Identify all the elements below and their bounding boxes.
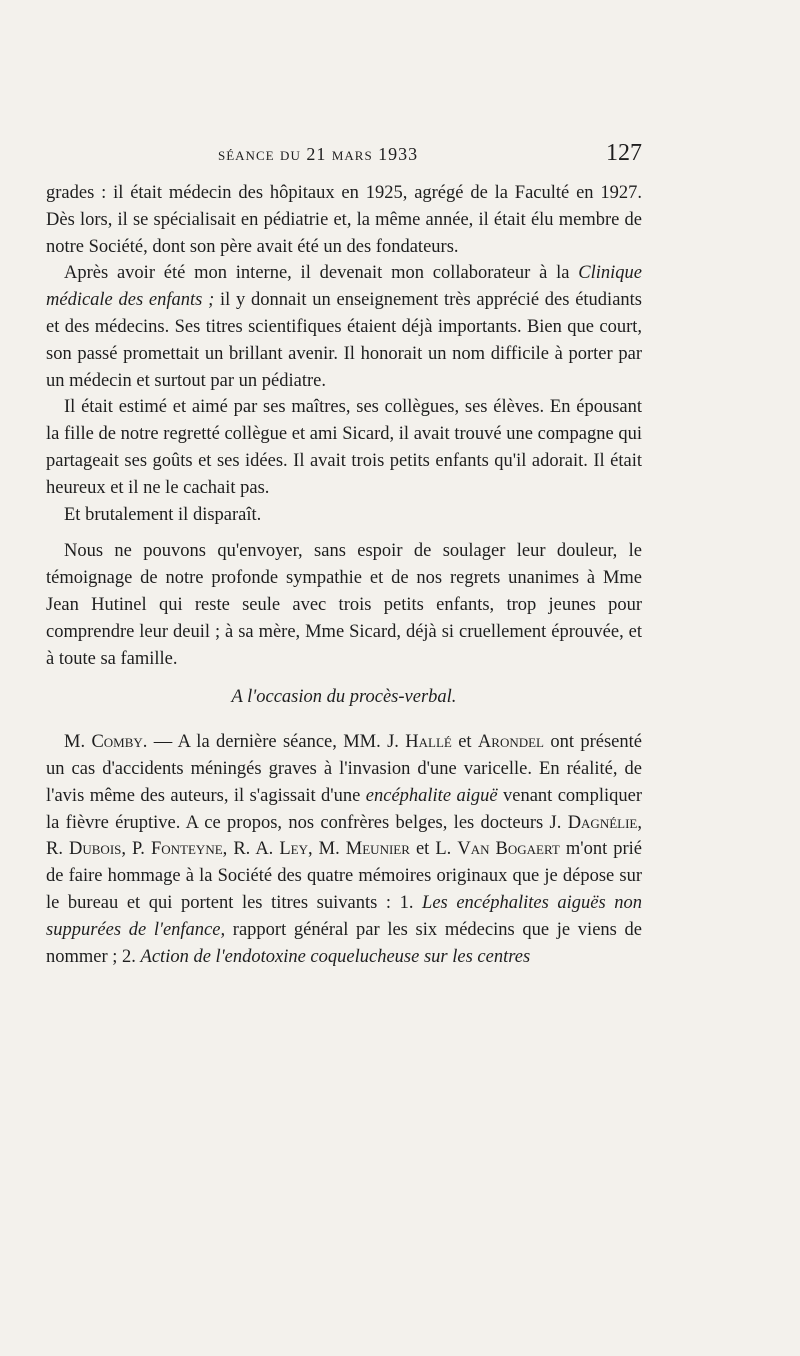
paragraph-2-text-b: il y donnait un enseignement très apprécié des étudiants et des médecins. Ses titres scientifiques étaient déjà importants. Bien que court, son passé promettait un brillant avenir. Il honorait un nom difficile à porter par un médecin et surtout par un pédiatre. — [46, 290, 642, 391]
clinique-title: Clinique médicale des enfants ; — [46, 263, 642, 311]
comby-text-4: ont présenté un cas d'accidents méningés graves à l'invasion d'une varicelle. En réalité, de l'avis même des auteurs, il s'agissait d'une — [46, 732, 642, 806]
comby-text-7: , P. — [121, 839, 151, 860]
section-heading: A l'occasion du procès-verbal. — [231, 687, 457, 708]
comby-text-9: , M. — [308, 839, 346, 860]
comby-text-10: et L. — [409, 839, 458, 860]
comby-text-2: . — A la dernière séance, MM. J. — [142, 732, 406, 753]
paragraph-5: Nous ne pouvons qu'envoyer, sans espoir de soulager leur douleur, le témoignage de notre profonde sympathie et de nos regrets unanimes à Mme Jean Hutinel qui reste seule avec trois petits enfants, trop jeunes pour comprendre leur deuil ; à sa mère, Mme Sicard, déjà si cruellement éprouvée, et à toute sa famille. — [46, 541, 642, 669]
author-ley: Ley — [279, 839, 308, 860]
paragraph-3: Il était estimé et aimé par ses maîtres, ses collègues, ses élèves. En épousant la fille de notre regretté collègue et ami Sicard, il avait trouvé une compagne qui partageait ses goûts et ses idées. Il avait trois petits enfants qu'il adorait. Il était heureux et il ne le cachait pas. — [46, 397, 642, 498]
comby-text-1: M. — [64, 732, 92, 753]
author-halle: Hallé — [405, 732, 452, 753]
comby-text-6: , R. — [46, 812, 642, 860]
paragraph-1: grades : il était médecin des hôpitaux en 1925, agrégé de la Faculté en 1927. Dès lors, il se spécialisait en pédiatrie et, la même année, il était élu membre de notre Société, dont son père avait été un des fondateurs. — [46, 183, 642, 257]
page-number: 127 — [606, 140, 642, 166]
running-title: séance du 21 mars 1933 — [218, 144, 419, 164]
paragraph-4: Et brutalement il disparaît. — [64, 504, 262, 525]
paragraph-2-text-a: Après avoir été mon interne, il devenait mon collaborateur à la — [64, 263, 579, 284]
author-dagnelie: Dagnélie — [567, 812, 638, 833]
paragraph-comby — [46, 729, 642, 970]
author-meunier: Meunier — [345, 839, 410, 860]
comby-text-3: et — [451, 732, 478, 753]
comby-text-5: venant compliquer la fièvre éruptive. A ce propos, nos confrères belges, les docteurs J. — [46, 785, 642, 833]
page-body — [46, 180, 642, 970]
author-dubois: Dubois — [69, 839, 122, 860]
comby-text-12: rapport général par les six médecins que je viens de nommer ; 2. — [46, 919, 643, 967]
paragraph-2 — [46, 260, 642, 394]
title-memoire-2: Action de l'endotoxine coquelucheuse sur les centres — [140, 946, 531, 967]
author-arondel: Arondel — [477, 732, 544, 753]
comby-text-8: , R. A. — [222, 839, 280, 860]
author-fonteyne: Fonteyne — [150, 839, 223, 860]
author-comby: Comby — [91, 732, 143, 753]
author-van-bogaert: Van Bogaert — [457, 839, 560, 860]
title-memoire-1: Les encéphalites aiguës non suppurées de l'enfance, — [46, 892, 642, 940]
page-header — [0, 140, 800, 174]
comby-text-11: m'ont prié de faire hommage à la Société des quatre mémoires originaux que je dépose sur le bureau et qui portent les titres suivants : 1. — [46, 839, 643, 913]
term-encephalite: encéphalite aiguë — [365, 785, 498, 806]
